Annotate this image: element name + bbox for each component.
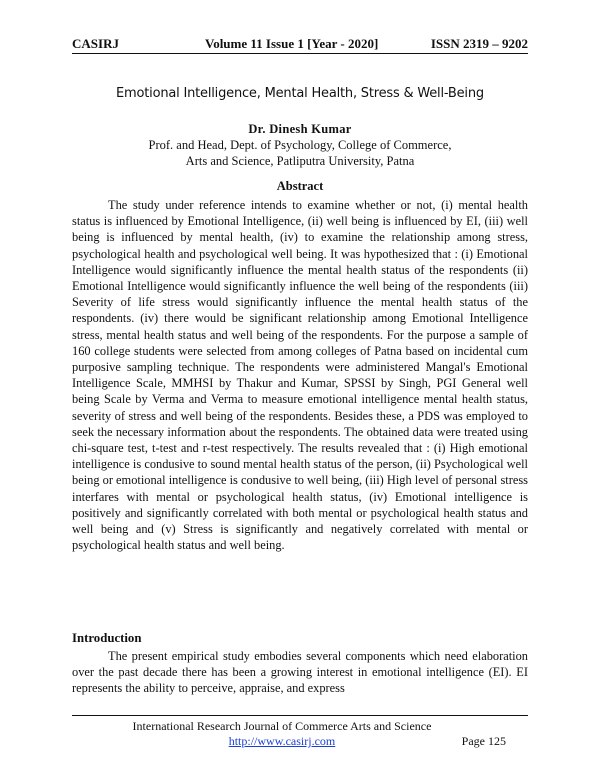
- introduction-body: [72, 648, 528, 697]
- abstract-paragraph: The study under reference intends to examine whether or not, (i) mental health status is influenced by Emotional Intelligence, (ii) well being is influenced by EI, (iii) well being is influenced by mental health, (iv) to examine the relationship among stress, psychological health and psychological well being. It was hypothesized that : (i) Emotional Intelligence would significantly influence the mental health status of the respondents (ii) Emotional Intelligence would significantly influence the well being of the respondents (iii) Severity of life stress would significantly influence the mental health status of the respondents. (iv) there would be significant relationship among Emotional Intelligence stress, mental health status and well being of the respondents. For the purpose a sample of 160 college students were selected from among colleges of Patna based on incidental cum purposive sampling technique. The respondents were administered Mangal's Emotional Intelligence Scale, MMHSI by Thakur and Kumar, SPSSI by Singh, PGI General well being Scale by Verma and Verma to measure emotional intelligence mental health status, severity of stress and well being of the respondents. Besides these, a PDS was employed to seek the necessary information about the respondents. The obtained data were treated using chi-square test, t-test and r-test respectively. The results revealed that : (i) High emotional intelligence is condusive to sound mental health status of the person, (ii) Psychological well being or emotional intelligence is condusive to well being, (iii) High level of personal stress interfares with mental or psychological health status, (iv) Emotional intelligence is positively and significantly correlated with both mental or psychological health status and well being and (v) Stress is significantly and negatively correlated with mental or psychological health status and well being.: [72, 198, 528, 553]
- page-number: Page 125: [461, 734, 506, 748]
- article-title: Emotional Intelligence, Mental Health, Stress & Well-Being: [116, 86, 484, 101]
- abstract-heading: Abstract: [276, 179, 324, 193]
- journal-abbrev: CASIRJ: [72, 36, 119, 51]
- affiliation-line-1: Prof. and Head, Dept. of Psychology, College of Commerce,: [148, 138, 452, 152]
- issn: ISSN 2319 – 9202: [430, 36, 528, 51]
- author-affiliation: [72, 137, 528, 169]
- page-footer: [72, 715, 528, 758]
- volume-issue: Volume 11 Issue 1 [Year - 2020]: [205, 36, 379, 51]
- introduction-heading: Introduction: [72, 631, 142, 645]
- footer-journal-name: International Research Journal of Commerce Arts and Science: [132, 719, 432, 733]
- affiliation-line-2: Arts and Science, Patliputra University, Patna: [185, 154, 415, 168]
- running-header: [72, 35, 528, 54]
- footer-url-link[interactable]: http://www.casirj.com: [228, 734, 336, 748]
- abstract-body: [72, 197, 528, 553]
- introduction-paragraph: The present empirical study embodies several components which need elaboration over the past decade there has been a growing interest in emotional intelligence (EI). EI represents the ability to perceive, appraise, and express: [72, 649, 528, 696]
- author-name: Dr. Dinesh Kumar: [248, 122, 352, 136]
